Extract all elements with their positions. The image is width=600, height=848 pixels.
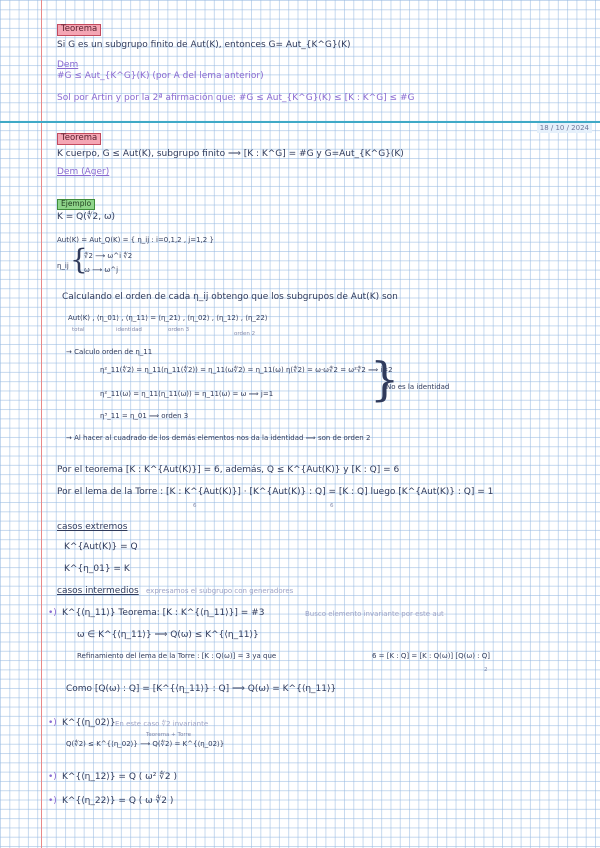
caso-4: K^{⟨η_22⟩} = Q ( ω ∜2 ) xyxy=(62,796,174,806)
ejemplo-tag: Ejemplo xyxy=(57,199,95,210)
no-identidad: No es la identidad xyxy=(386,383,450,391)
casos-extremos-2: K^{η_01} = K xyxy=(64,564,130,574)
dem-label: Dem xyxy=(57,60,79,70)
refin-line: Refinamiento del lema de la Torre : [K : Q(ω)] = 3 ya que xyxy=(77,652,277,660)
subgroups-line: Aut(K) , ⟨η_01⟩ , ⟨η_11⟩ = ⟨η_21⟩ , ⟨η_02⟩ , ⟨η_12⟩ , ⟨η_22⟩ xyxy=(68,314,268,322)
eq-3: η³_11 = η_01 ⟹ orden 3 xyxy=(100,412,189,420)
artin-line: Sol por Artin y por la 2ª afirmación que: #G ≤ Aut_{K^G}(K) ≤ [K : K^G] ≤ #G xyxy=(57,93,415,103)
al-hacer-line: → Al hacer al cuadrado de los demás elementos nos da la identidad ⟹ son de orden 2 xyxy=(66,434,371,442)
ejemplo-field: K = Q(∜2, ω) xyxy=(57,212,115,222)
casos-intermedios-title: casos intermedios xyxy=(57,586,139,596)
torre-line-1: Por el teorema [K : K^{Aut(K)}] = 6, además, Q ≤ K^{Aut(K)} y [K : Q] = 6 xyxy=(57,465,400,475)
map-line-2: ω ⟶ ω^j xyxy=(84,266,119,274)
bullet-4: •) xyxy=(48,796,57,806)
map-brace: { xyxy=(70,243,88,276)
eq-1: η²_11(∜2) = η_11(η_11(∜2)) = η_11(ω∜2) = η_11(ω) η(∜2) = ω·ω∜2 = ω²∜2 ⟹ i=2 xyxy=(100,366,393,374)
teorema-tag: Teorema xyxy=(57,24,101,36)
page-date: 18 / 10 / 2024 xyxy=(537,123,592,133)
torre-line-2: Por el lema de la Torre : [K : K^{Aut(K)}] · [K^{Aut(K)} : Q] = [K : Q] luego [K^{Aut(K)} : Q] = 1 xyxy=(57,487,494,497)
sub-label-orden2: orden 2 xyxy=(234,331,256,337)
caso-2-note: En este caso ∜2 invariante xyxy=(115,720,209,728)
caso-2: K^{⟨η_02⟩} xyxy=(62,718,116,728)
page-break xyxy=(0,121,600,123)
torre-under-2: 6 xyxy=(330,503,334,509)
no-id-brace: } xyxy=(370,352,400,406)
torre-under-1: 6 xyxy=(193,503,197,509)
bullet-1: •) xyxy=(48,608,57,618)
caso-1: K^{⟨η_11⟩} Teorema: [K : K^{⟨η_11⟩}] = #3 xyxy=(62,608,265,618)
como-line: Como [Q(ω) : Q] = [K^{⟨η_11⟩} : Q] ⟹ Q(ω) = K^{⟨η_11⟩} xyxy=(66,684,337,694)
margin-line xyxy=(41,0,42,848)
casos-intermedios-note: expresamos el subgrupo con generadores xyxy=(146,587,294,595)
aut-line: Aut(K) = Aut_Q(K) = { η_ij : i=0,1,2 , j=1,2 } xyxy=(57,236,214,244)
caso-2-arrow-label: Teorema + Torre xyxy=(146,732,192,738)
casos-extremos-title: casos extremos xyxy=(57,522,128,532)
bullet-3: •) xyxy=(48,772,57,782)
teorema2-text: K cuerpo, G ≤ Aut(K), subgrupo finito ⟹ [K : K^G] = #G y G=Aut_{K^G}(K) xyxy=(57,149,404,159)
teorema-text: Si G es un subgrupo finito de Aut(K), entonces G= Aut_{K^G}(K) xyxy=(57,40,351,50)
refin-under: 2 xyxy=(484,667,488,673)
calc-line: Calculando el orden de cada η_ij obtengo que los subgrupos de Aut(K) son xyxy=(62,292,398,302)
sub-label-total: total xyxy=(72,327,85,333)
eq-2: η²_11(ω) = η_11(η_11(ω)) = η_11(ω) = ω ⟹ j=1 xyxy=(100,390,274,398)
dem-line: #G ≤ Aut_{K^G}(K) (por A del lema anterior) xyxy=(57,71,264,81)
sub-label-orden3: orden 3 xyxy=(168,327,190,333)
caso-3: K^{⟨η_12⟩} = Q ( ω² ∜2 ) xyxy=(62,772,177,782)
sub-label-identidad: identidad xyxy=(116,327,142,333)
casos-extremos-1: K^{Aut(K)} = Q xyxy=(64,542,138,552)
caso-2-line: Q(∜2) ≤ K^{⟨η_02⟩} ⟶ Q(∜2) = K^{⟨η_02⟩} xyxy=(66,740,225,748)
calc-order: → Calculo orden de η_11 xyxy=(66,348,153,356)
eta-symbol: η_ij xyxy=(57,262,69,270)
map-line-1: ∜2 ⟶ ω^i ∜2 xyxy=(84,252,133,260)
w-line: ω ∈ K^{⟨η_11⟩} ⟹ Q(ω) ≤ K^{⟨η_11⟩} xyxy=(77,630,259,640)
refin-right: 6 = [K : Q] = [K : Q(ω)] [Q(ω) : Q] xyxy=(372,652,490,660)
caso-1-note: Busco elemento invariante por este aut xyxy=(305,610,444,618)
teorema2-tag: Teorema xyxy=(57,133,101,145)
bullet-2: •) xyxy=(48,718,57,728)
teorema2-dem: Dem (Ager) xyxy=(57,167,110,177)
